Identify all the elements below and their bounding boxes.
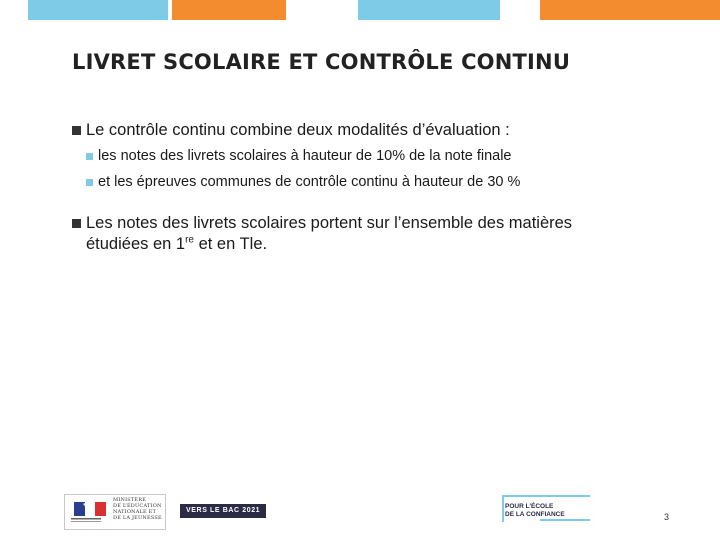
ecole-confiance-logo bbox=[500, 494, 592, 524]
top-bar-segment-blue-2 bbox=[358, 0, 500, 20]
square-bullet-icon bbox=[86, 153, 93, 160]
square-bullet-icon bbox=[86, 179, 93, 186]
top-bar-segment-blue-1 bbox=[28, 0, 168, 20]
ministry-name: MINISTÈRE DE L’ÉDUCATION NATIONALE ET DE LA JEUNESSE bbox=[113, 497, 162, 521]
sub-bullet-2 bbox=[86, 173, 672, 192]
bullet-2-line-2-suffix: et en Tle. bbox=[194, 235, 268, 253]
bullet-2-line-1: Les notes des livrets scolaires portent sur l’ensemble des matières bbox=[86, 214, 573, 232]
bullet-1 bbox=[72, 120, 672, 141]
sub-bullet-1-text: les notes des livrets scolaires à hauteur de 10% de la note finale bbox=[98, 148, 512, 164]
top-bar-segment-orange-2 bbox=[540, 0, 720, 20]
ordinal-superscript: re bbox=[185, 234, 194, 246]
ecole-confiance-text: POUR L’ÉCOLE DE LA CONFIANCE bbox=[505, 503, 565, 518]
logo-underline-bar bbox=[540, 519, 590, 521]
bullet-2-text bbox=[86, 213, 672, 255]
top-bar-segment-orange-1 bbox=[172, 0, 286, 20]
ministry-logo bbox=[64, 494, 166, 530]
bullet-2 bbox=[72, 213, 672, 255]
bullet-1-text: Le contrôle continu combine deux modalités d’évaluation : bbox=[86, 121, 510, 139]
marianne-emblem-icon bbox=[69, 498, 103, 526]
bac-2021-badge: VERS LE BAC 2021 bbox=[180, 504, 266, 518]
top-color-bar bbox=[0, 0, 720, 20]
square-bullet-icon bbox=[72, 126, 81, 135]
bullet-2-line-2-prefix: étudiées en 1 bbox=[86, 235, 186, 253]
page-number: 3 bbox=[664, 512, 670, 522]
sub-bullet-2-text: et les épreuves communes de contrôle continu à hauteur de 30 % bbox=[98, 174, 521, 190]
sub-bullet-1 bbox=[86, 147, 672, 166]
slide-body bbox=[72, 120, 672, 255]
slide-title: LIVRET SCOLAIRE ET CONTRÔLE CONTINU bbox=[72, 50, 571, 74]
square-bullet-icon bbox=[72, 219, 81, 228]
